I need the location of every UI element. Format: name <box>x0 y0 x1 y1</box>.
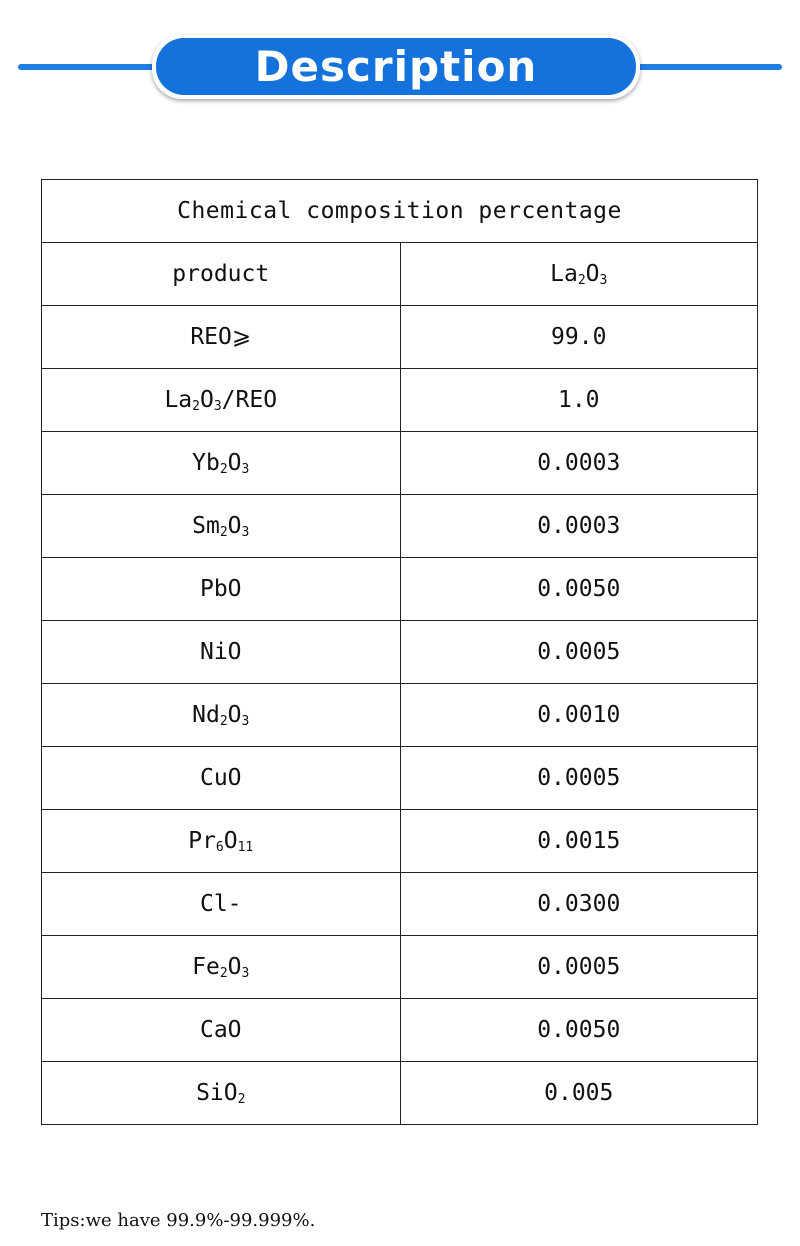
table-row <box>42 999 758 1062</box>
row-value: 0.0005 <box>400 936 758 999</box>
row-name: NiO <box>42 621 401 684</box>
row-name: $Nd_2O_3$ <box>42 684 401 747</box>
row-name: REO⩾ <box>42 306 401 369</box>
row-name: $La_2O_3$/REO <box>42 369 401 432</box>
row-value: 0.0300 <box>400 873 758 936</box>
row-name: $Fe_2O_3$ <box>42 936 401 999</box>
row-value: 1.0 <box>400 369 758 432</box>
table-row <box>42 495 758 558</box>
row-value: 0.0003 <box>400 432 758 495</box>
row-value: 0.0003 <box>400 495 758 558</box>
row-value: 99.0 <box>400 306 758 369</box>
row-value: 0.0010 <box>400 684 758 747</box>
table-row <box>42 558 758 621</box>
row-value: 0.0015 <box>400 810 758 873</box>
header-product-label: product <box>42 243 401 306</box>
header-left-line <box>18 64 168 70</box>
description-header <box>0 0 800 130</box>
table-row <box>42 306 758 369</box>
table-row <box>42 747 758 810</box>
row-name: CaO <box>42 999 401 1062</box>
header-right-line <box>630 64 782 70</box>
table-header-row <box>42 243 758 306</box>
composition-table <box>41 179 758 1125</box>
table-title-row <box>42 180 758 243</box>
row-name: $Pr_6O_{11}$ <box>42 810 401 873</box>
table-row <box>42 936 758 999</box>
row-value: 0.0005 <box>400 747 758 810</box>
row-name: Cl- <box>42 873 401 936</box>
row-value: 0.0005 <box>400 621 758 684</box>
header-pill-inner <box>156 38 636 95</box>
table-row <box>42 873 758 936</box>
row-name: $Sm_2O_3$ <box>42 495 401 558</box>
row-value: 0.005 <box>400 1062 758 1125</box>
row-name: SiO$_2$ <box>42 1062 401 1125</box>
header-product-value: $La_2O_3$ <box>400 243 758 306</box>
table-row <box>42 621 758 684</box>
tips-note: Tips:we have 99.9%-99.999%. <box>41 1210 316 1231</box>
table-row <box>42 684 758 747</box>
row-name: CuO <box>42 747 401 810</box>
table-title: Chemical composition percentage <box>42 180 758 243</box>
row-value: 0.0050 <box>400 999 758 1062</box>
row-name: PbO <box>42 558 401 621</box>
table-row <box>42 369 758 432</box>
table-row <box>42 810 758 873</box>
header-title: Description <box>254 42 538 91</box>
row-name: $Yb_2O_3$ <box>42 432 401 495</box>
header-pill <box>152 35 640 99</box>
table-row <box>42 1062 758 1125</box>
row-value: 0.0050 <box>400 558 758 621</box>
table-row <box>42 432 758 495</box>
